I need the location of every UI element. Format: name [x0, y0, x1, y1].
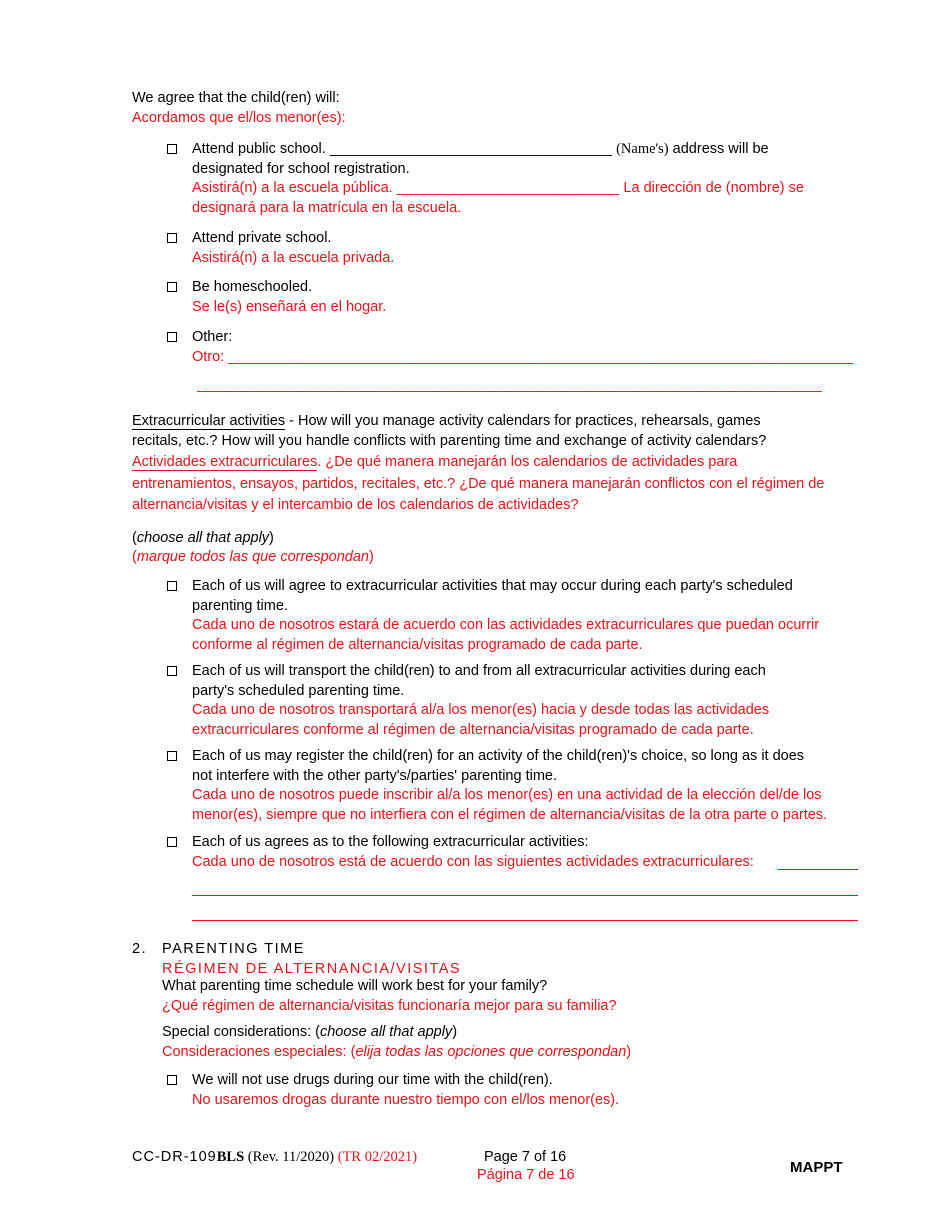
- no-drugs-checkbox[interactable]: [167, 1075, 177, 1085]
- extracurricular-title-es: Actividades extracurriculares: [132, 454, 318, 470]
- no-drugs-option: [192, 1071, 619, 1110]
- parenting-question-es: ¿Qué régimen de alternancia/visitas funcionaría mejor para su familia?: [162, 997, 617, 1014]
- extracurricular-3-checkbox[interactable]: [167, 751, 177, 761]
- extracurricular-3-en-2: not interfere with the other party's/parties' parenting time.: [192, 767, 557, 784]
- extracurricular-3-es-2: menor(es), siempre que no interfiera con el régimen de alternancia/visitas de la otra parte o partes.: [192, 806, 828, 823]
- form-rev: (Rev. 11/2020): [244, 1149, 335, 1165]
- public-school-option: [192, 140, 832, 218]
- extracurricular-section: [132, 412, 872, 516]
- form-id: CC-DR-109: [132, 1149, 217, 1165]
- special-considerations-es: Consideraciones especiales: (: [162, 1043, 356, 1060]
- extracurricular-item-3: [192, 747, 882, 825]
- choose-all-es-text: marque todos las que correspondan: [136, 549, 369, 565]
- names-label: (Name's): [612, 141, 669, 157]
- form-tr: (TR 02/2021): [334, 1149, 418, 1165]
- extracurricular-es-text-1: . ¿De qué manera manejarán los calendarios de actividades para: [317, 454, 738, 470]
- page-number-es: Página 7 de 16: [477, 1167, 575, 1183]
- extracurricular-2-en-1: Each of us will transport the child(ren) to and from all extracurricular activities during each: [192, 663, 766, 679]
- extracurricular-blank-1[interactable]: [778, 869, 858, 870]
- homeschool-text: Be homeschooled.: [192, 279, 313, 295]
- extracurricular-2-es-2: extracurriculares conforme al régimen de alternancia/visitas programado de cada parte.: [192, 721, 754, 738]
- extracurricular-4-es-1: Cada uno de nosotros está de acuerdo con las siguientes actividades extracurriculares:: [192, 853, 754, 870]
- extracurricular-1-en-1: Each of us will agree to extracurricular activities that may occur during each party's scheduled: [192, 578, 793, 594]
- mappt-label: MAPPT: [790, 1159, 843, 1176]
- extracurricular-3-es-1: Cada uno de nosotros puede inscribir al/a los menor(es) en una actividad de la elección del/de los: [192, 787, 822, 803]
- extracurricular-item-4: [192, 833, 872, 872]
- extracurricular-3-en-1: Each of us may register the child(ren) for an activity of the child(ren)'s choice, so long as it does: [192, 748, 805, 764]
- public-school-text-2: designated for school registration.: [192, 160, 410, 177]
- extracurricular-blank-2[interactable]: [192, 895, 858, 896]
- other-option: [192, 328, 872, 367]
- homeschool-option: [192, 278, 386, 317]
- private-school-option: [192, 229, 394, 268]
- other-checkbox[interactable]: [167, 332, 177, 342]
- extracurricular-es-text-2: entrenamientos, ensayos, partidos, recitales, etc.? ¿De qué manera manejarán conflictos con el régimen de: [132, 475, 825, 492]
- no-drugs-en: We will not use drugs during our time with the child(ren).: [192, 1072, 553, 1088]
- parenting-time-title: PARENTING TIME: [162, 941, 305, 957]
- choose-all-en: (choose all that apply): [132, 530, 274, 546]
- public-school-es-text-b: La dirección de (nombre) se: [619, 180, 804, 196]
- extracurricular-es-text-3: alternancia/visitas y el intercambio de los calendarios de actividades?: [132, 497, 579, 513]
- homeschool-es-text: Se le(s) enseñará en el hogar.: [192, 298, 387, 315]
- extracurricular-4-en-1: Each of us agrees as to the following extracurricular activities:: [192, 834, 589, 850]
- other-blank-2[interactable]: _________________________________________________________________________: [197, 377, 823, 393]
- parenting-time-section: PARENTING TIME RÉGIMEN DE ALTERNANCIA/VISITAS What parenting time schedule will work best for your family? ¿Qué régimen de alternancia/visitas funcionaría mejor para su familia? Special considerations: (choose all that apply) Consideraciones especiales: (elija todas las opciones que correspondan): [162, 940, 862, 1062]
- public-school-checkbox[interactable]: [167, 144, 177, 154]
- extracurricular-text-2: recitals, etc.? How will you handle conflicts with parenting time and exchange of activity calendars?: [132, 432, 767, 449]
- other-es-text: Otro:: [192, 348, 229, 365]
- private-school-text: Attend private school.: [192, 230, 332, 246]
- extracurricular-2-checkbox[interactable]: [167, 666, 177, 676]
- public-school-es-text: Asistirá(n) a la escuela pública.: [192, 180, 397, 196]
- extracurricular-2-es-1: Cada uno de nosotros transportará al/a los menor(es) hacia y desde todas las actividades: [192, 702, 770, 718]
- private-school-checkbox[interactable]: [167, 233, 177, 243]
- parenting-question-en: What parenting time schedule will work best for your family?: [162, 978, 548, 994]
- intro-english: We agree that the child(ren) will:: [132, 90, 340, 106]
- extracurricular-1-checkbox[interactable]: [167, 581, 177, 591]
- special-considerations-en: Special considerations: (: [162, 1024, 320, 1040]
- extracurricular-text-1: - How will you manage activity calendars for practices, rehearsals, games: [285, 413, 761, 429]
- choose-all-en-text: choose all that apply: [136, 530, 270, 546]
- extracurricular-1-es-1: Cada uno de nosotros estará de acuerdo con las actividades extracurriculares que puedan ocurrir: [192, 617, 820, 633]
- extracurricular-1-en-2: parenting time.: [192, 597, 288, 614]
- other-blank-1[interactable]: _________________________________________________________________________: [228, 348, 854, 365]
- extracurricular-4-checkbox[interactable]: [167, 837, 177, 847]
- choose-all-es: (marque todos las que correspondan): [132, 549, 374, 565]
- address-label: address will be: [668, 141, 769, 157]
- special-choose-en: choose all that apply: [319, 1024, 453, 1040]
- public-school-blank[interactable]: _________________________________: [329, 141, 613, 157]
- parenting-time-title-es: RÉGIMEN DE ALTERNANCIA/VISITAS: [162, 960, 462, 977]
- public-school-text: Attend public school.: [192, 141, 330, 157]
- page-number-en: Page 7 of 16: [484, 1149, 567, 1165]
- intro-spanish: Acordamos que el/los menor(es):: [132, 110, 346, 126]
- other-text: Other:: [192, 329, 233, 345]
- special-choose-es: elija todas las opciones que correspondan: [355, 1043, 627, 1060]
- extracurricular-item-1: [192, 577, 872, 655]
- homeschool-checkbox[interactable]: [167, 282, 177, 292]
- extracurricular-1-es-2: conforme al régimen de alternancia/visitas programado de cada parte.: [192, 636, 643, 653]
- private-school-es-text: Asistirá(n) a la escuela privada.: [192, 249, 395, 266]
- form-bls: BLS: [216, 1149, 245, 1165]
- no-drugs-es: No usaremos drogas durante nuestro tiempo con el/los menor(es).: [192, 1091, 620, 1108]
- public-school-es-blank[interactable]: __________________________: [396, 180, 620, 196]
- extracurricular-2-en-2: party's scheduled parenting time.: [192, 682, 405, 699]
- public-school-es-text-2: designará para la matrícula en la escuela.: [192, 199, 462, 216]
- extracurricular-title: Extracurricular activities: [132, 413, 286, 429]
- section-number: 2.: [132, 941, 148, 957]
- footer-form-id: [132, 1148, 417, 1168]
- extracurricular-blank-3[interactable]: [192, 920, 858, 921]
- extracurricular-item-2: [192, 662, 872, 740]
